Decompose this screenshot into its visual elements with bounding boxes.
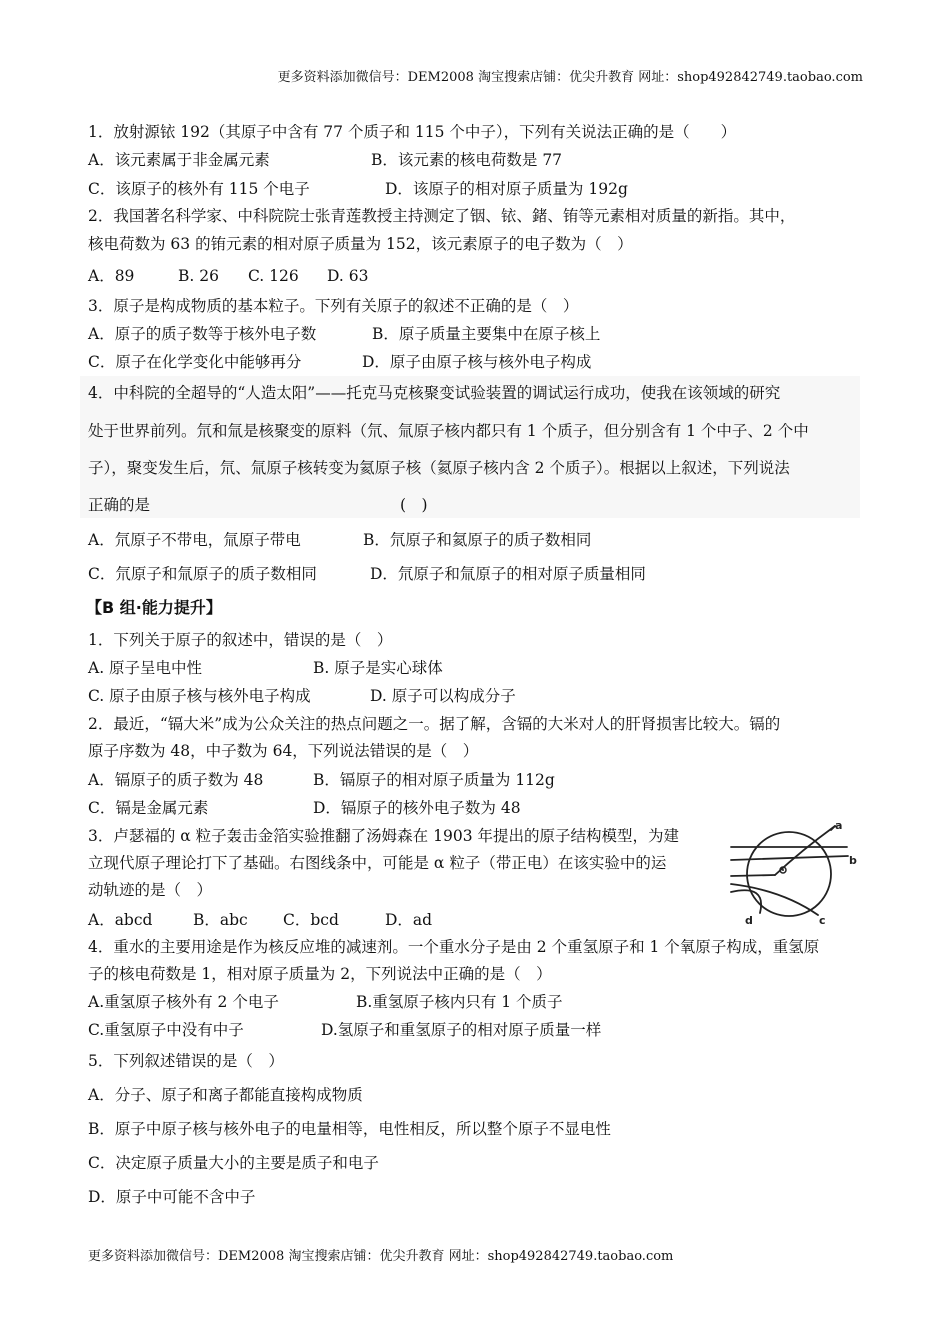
figure-label-c: c — [819, 914, 826, 927]
qb3-stem-line3: 动轨迹的是（ ） — [88, 881, 213, 899]
qb3-option-b: B．abc — [193, 911, 248, 929]
qa4-stem-line4: 正确的是 — [88, 496, 151, 514]
qa1-option-a: A．该元素属于非金属元素 — [88, 151, 270, 169]
qa1-option-c: C．该原子的核外有 115 个电子 — [88, 180, 310, 198]
qb3-option-a: A．abcd — [88, 911, 153, 929]
trajectory-b — [731, 856, 848, 860]
qb4-stem-line1: 4．重水的主要用途是作为核反应堆的减速剂。一个重水分子是由 2 个重氢原子和 1 个氧原子构成，重氢原 — [88, 938, 820, 956]
qb1-option-c: C. 原子由原子核与核外电子构成 — [88, 687, 311, 705]
qb2-option-b: B．镉原子的相对原子质量为 112g — [313, 771, 555, 789]
qb2-option-a: A．镉原子的质子数为 48 — [88, 771, 264, 789]
qb1-option-b: B. 原子是实心球体 — [313, 659, 443, 677]
qb2-stem-line1: 2．最近，“镉大米”成为公众关注的热点问题之一。据了解，含镉的大米对人的肝肾损害比较大。镉的 — [88, 715, 781, 733]
qb1-option-d: D. 原子可以构成分子 — [370, 687, 516, 705]
figure-label-a: a — [835, 820, 843, 832]
page-footer: 更多资料添加微信号：DEM2008 淘宝搜索店铺：优尖升教育 网址：shop492842749.taobao.com — [88, 1249, 674, 1264]
qb3-stem-line2: 立现代原子理论打下了基础。右图线条中，可能是 α 粒子（带正电）在该实验中的运 — [88, 854, 667, 872]
qa2-option-a: A．89 — [88, 267, 135, 285]
trajectory-c — [731, 884, 818, 915]
alpha-scattering-figure — [727, 820, 867, 930]
qb5-option-d: D．原子中可能不含中子 — [88, 1188, 256, 1206]
qb4-stem-line2: 子的核电荷数是 1，相对原子质量为 2，下列说法中正确的是（ ） — [88, 965, 552, 983]
figure-label-b: b — [849, 854, 857, 867]
qb5-option-b: B．原子中原子核与核外电子的电量相等，电性相反，所以整个原子不显电性 — [88, 1120, 611, 1138]
qb1-stem: 1．下列关于原子的叙述中，错误的是（ ） — [88, 631, 393, 649]
figure-label-d: d — [745, 914, 753, 927]
qa1-stem: 1．放射源铱 192（其原子中含有 77 个质子和 115 个中子），下列有关说法正确的是（ ） — [88, 123, 737, 141]
page-header: 更多资料添加微信号：DEM2008 淘宝搜索店铺：优尖升教育 网址：shop492842749.taobao.com — [277, 70, 863, 85]
qa3-stem: 3．原子是构成物质的基本粒子。下列有关原子的叙述不正确的是（ ） — [88, 297, 579, 315]
qb3-option-c: C．bcd — [283, 911, 339, 929]
qa4-answer-paren: ( ) — [400, 496, 428, 514]
qb2-option-c: C．镉是金属元素 — [88, 799, 209, 817]
qa4-option-a: A．氘原子不带电，氚原子带电 — [88, 531, 301, 549]
qb1-option-a: A. 原子呈电中性 — [88, 659, 203, 677]
atom-circle — [747, 832, 831, 916]
qa2-option-d: D. 63 — [327, 267, 369, 285]
qb3-stem-line1: 3．卢瑟福的 α 粒子轰击金箔实验推翻了汤姆森在 1903 年提出的原子结构模型，为建 — [88, 827, 679, 845]
qa2-option-c: C. 126 — [248, 267, 299, 285]
section-b-title: 【B 组·能力提升】 — [86, 598, 222, 617]
qa4-stem-line3: 子），聚变发生后，氘、氚原子核转变为氦原子核（氦原子核内含 2 个质子）。根据以上叙述，下列说法 — [88, 459, 790, 477]
qa4-option-b: B．氘原子和氦原子的质子数相同 — [363, 531, 592, 549]
qa3-option-b: B．原子质量主要集中在原子核上 — [372, 325, 601, 343]
qa2-stem-line2: 核电荷数为 63 的铕元素的相对原子质量为 152，该元素原子的电子数为（ ） — [88, 235, 633, 253]
qb5-option-c: C．决定原子质量大小的主要是质子和电子 — [88, 1154, 379, 1172]
qa4-stem-line1: 4．中科院的全超导的“人造太阳”——托克马克核聚变试验装置的调试运行成功，使我在该领域的研究 — [88, 384, 781, 402]
qa1-option-d: D．该原子的相对原子质量为 192g — [385, 180, 628, 198]
qa2-option-b: B. 26 — [178, 267, 219, 285]
qb4-option-a: A.重氢原子核外有 2 个电子 — [88, 993, 279, 1011]
qa4-stem-line2: 处于世界前列。氘和氚是核聚变的原料（氘、氚原子核内都只有 1 个质子，但分别含有 1 个中子、2 个中 — [88, 422, 809, 440]
qb4-option-b: B.重氢原子核内只有 1 个质子 — [356, 993, 563, 1011]
qa2-stem-line1: 2．我国著名科学家、中科院院士张青莲教授主持测定了铟、铱、鍺、铕等元素相对质量的新指。其中， — [88, 207, 796, 225]
qa4-option-d: D．氘原子和氚原子的相对原子质量相同 — [370, 565, 646, 583]
trajectory-line-3 — [731, 875, 775, 876]
qb5-stem: 5．下列叙述错误的是（ ） — [88, 1052, 284, 1070]
qa4-option-c: C．氘原子和氚原子的质子数相同 — [88, 565, 317, 583]
qb5-option-a: A．分子、原子和离子都能直接构成物质 — [88, 1086, 363, 1104]
qa3-option-a: A．原子的质子数等于核外电子数 — [88, 325, 317, 343]
qb2-option-d: D．镉原子的核外电子数为 48 — [313, 799, 521, 817]
qb4-option-c: C.重氢原子中没有中子 — [88, 1021, 244, 1039]
qb2-stem-line2: 原子序数为 48，中子数为 64，下列说法错误的是（ ） — [88, 742, 479, 760]
qb4-option-d: D.氢原子和重氢原子的相对原子质量一样 — [321, 1021, 602, 1039]
qb3-option-d: D．ad — [385, 911, 433, 929]
qa3-option-c: C．原子在化学变化中能够再分 — [88, 353, 302, 371]
qa3-option-d: D．原子由原子核与核外电子构成 — [362, 353, 592, 371]
qa1-option-b: B．该元素的核电荷数是 77 — [371, 151, 563, 169]
